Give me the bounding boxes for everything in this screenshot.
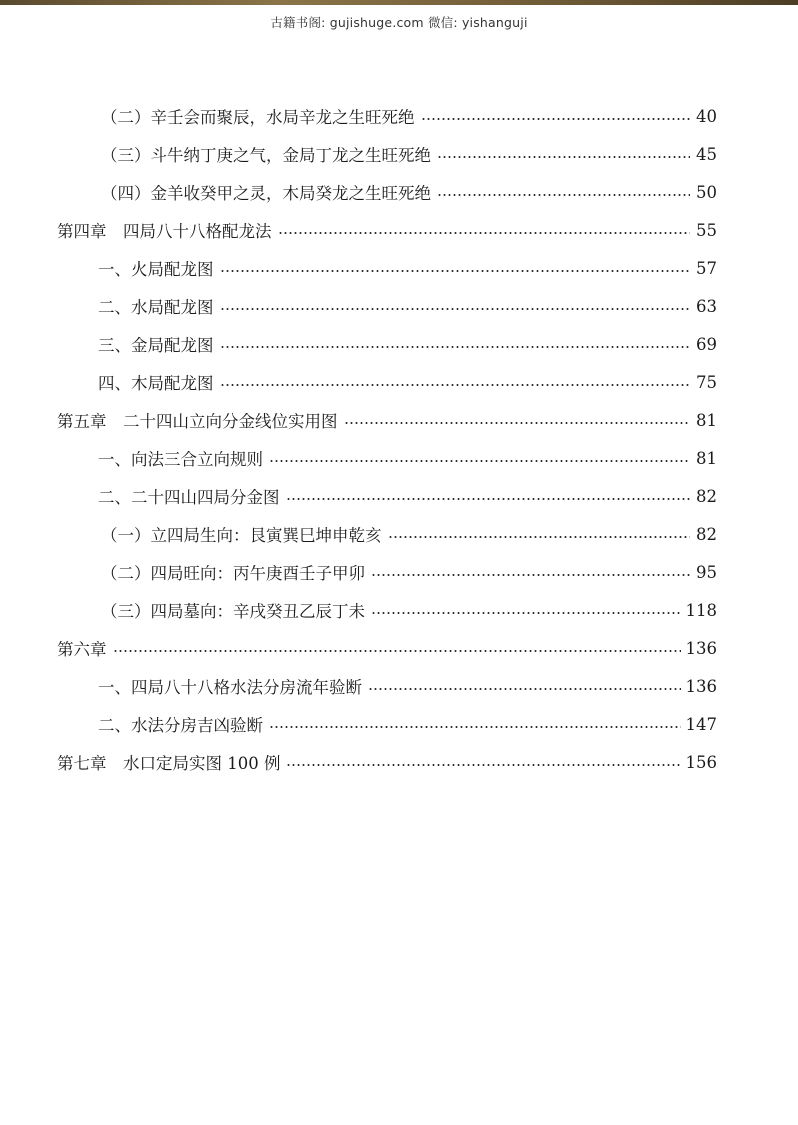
toc-entry bbox=[0, 401, 798, 439]
toc-entry-page-number: 82 bbox=[696, 486, 717, 506]
toc-entry-title: 二、二十四山四局分金图 bbox=[98, 488, 280, 507]
toc-entry bbox=[0, 553, 798, 591]
toc-dot-leader bbox=[388, 536, 691, 538]
toc-entry-title: 一、四局八十八格水法分房流年验断 bbox=[98, 678, 362, 697]
toc-entry-title: 二、水法分房吉凶验断 bbox=[98, 716, 263, 735]
toc-entry-title: 一、火局配龙图 bbox=[98, 260, 214, 279]
toc-entry-title: 四、木局配龙图 bbox=[98, 374, 214, 393]
toc-entry bbox=[0, 477, 798, 515]
toc-dot-leader bbox=[278, 232, 691, 234]
toc-entry-page-number: 40 bbox=[696, 106, 717, 126]
toc-entry-title: （四）金羊收癸甲之灵，木局癸龙之生旺死绝 bbox=[101, 184, 431, 203]
toc-entry bbox=[0, 325, 798, 363]
toc-entry-page-number: 82 bbox=[696, 524, 717, 544]
toc-dot-leader bbox=[371, 612, 681, 614]
toc-entry-title: （三）四局墓向：辛戌癸丑乙辰丁未 bbox=[101, 602, 365, 621]
toc-entry-page-number: 63 bbox=[696, 296, 717, 316]
toc-entry bbox=[0, 249, 798, 287]
toc-entry-page-number: 118 bbox=[685, 600, 717, 620]
toc-entry bbox=[0, 591, 798, 629]
toc-entry-page-number: 81 bbox=[696, 410, 717, 430]
toc-dot-leader bbox=[286, 764, 680, 766]
toc-entry-title: （三）斗牛纳丁庚之气，金局丁龙之生旺死绝 bbox=[101, 146, 431, 165]
toc-entry bbox=[0, 743, 798, 781]
toc-dot-leader bbox=[437, 194, 690, 196]
toc-entry bbox=[0, 287, 798, 325]
toc-dot-leader bbox=[220, 346, 691, 348]
toc-entry-page-number: 50 bbox=[696, 182, 717, 202]
toc-dot-leader bbox=[437, 156, 690, 158]
toc-entry-title: 第四章 四局八十八格配龙法 bbox=[57, 222, 272, 241]
toc-entry-title: 第七章 水口定局实图 100 例 bbox=[57, 754, 281, 773]
toc-entry-title: （二）辛壬会而聚辰，水局辛龙之生旺死绝 bbox=[101, 108, 415, 127]
toc-dot-leader bbox=[344, 422, 691, 424]
toc-dot-leader bbox=[368, 688, 681, 690]
toc-entry bbox=[0, 515, 798, 553]
toc-entry bbox=[0, 97, 798, 135]
toc-dot-leader bbox=[220, 270, 691, 272]
toc-dot-leader bbox=[371, 574, 690, 576]
toc-entry-page-number: 156 bbox=[685, 752, 717, 772]
toc-dot-leader bbox=[220, 384, 691, 386]
toc-entry-title: 二、水局配龙图 bbox=[98, 298, 214, 317]
toc-entry-title: 三、金局配龙图 bbox=[98, 336, 214, 355]
toc-dot-leader bbox=[113, 650, 681, 652]
toc-entry bbox=[0, 705, 798, 743]
toc-entry-page-number: 95 bbox=[696, 562, 717, 582]
toc-entry-title: 第五章 二十四山立向分金线位实用图 bbox=[57, 412, 338, 431]
toc-dot-leader bbox=[421, 118, 691, 120]
toc-entry bbox=[0, 135, 798, 173]
toc-entry bbox=[0, 667, 798, 705]
watermark-text: 古籍书阁: gujishuge.com 微信: yishanguji bbox=[270, 15, 528, 30]
toc-entry-page-number: 136 bbox=[685, 676, 717, 696]
table-of-contents bbox=[0, 97, 798, 781]
toc-entry-page-number: 81 bbox=[696, 448, 717, 468]
toc-entry-page-number: 136 bbox=[685, 638, 717, 658]
top-decorative-bar bbox=[0, 0, 798, 5]
toc-entry bbox=[0, 363, 798, 401]
toc-entry-page-number: 75 bbox=[696, 372, 717, 392]
toc-dot-leader bbox=[269, 460, 690, 462]
toc-entry-page-number: 55 bbox=[696, 220, 717, 240]
toc-entry-title: （二）四局旺向：丙午庚酉壬子甲卯 bbox=[101, 564, 365, 583]
toc-dot-leader bbox=[220, 308, 691, 310]
toc-entry bbox=[0, 439, 798, 477]
toc-entry bbox=[0, 173, 798, 211]
toc-entry bbox=[0, 211, 798, 249]
toc-entry bbox=[0, 629, 798, 667]
toc-entry-page-number: 45 bbox=[696, 144, 717, 164]
toc-dot-leader bbox=[269, 726, 681, 728]
toc-entry-page-number: 69 bbox=[696, 334, 717, 354]
toc-entry-page-number: 147 bbox=[685, 714, 717, 734]
toc-entry-title: 第六章 bbox=[57, 640, 107, 659]
toc-entry-title: （一）立四局生向：艮寅巽巳坤申乾亥 bbox=[101, 526, 382, 545]
toc-entry-title: 一、向法三合立向规则 bbox=[98, 450, 263, 469]
toc-dot-leader bbox=[286, 498, 691, 500]
toc-entry-page-number: 57 bbox=[696, 258, 717, 278]
